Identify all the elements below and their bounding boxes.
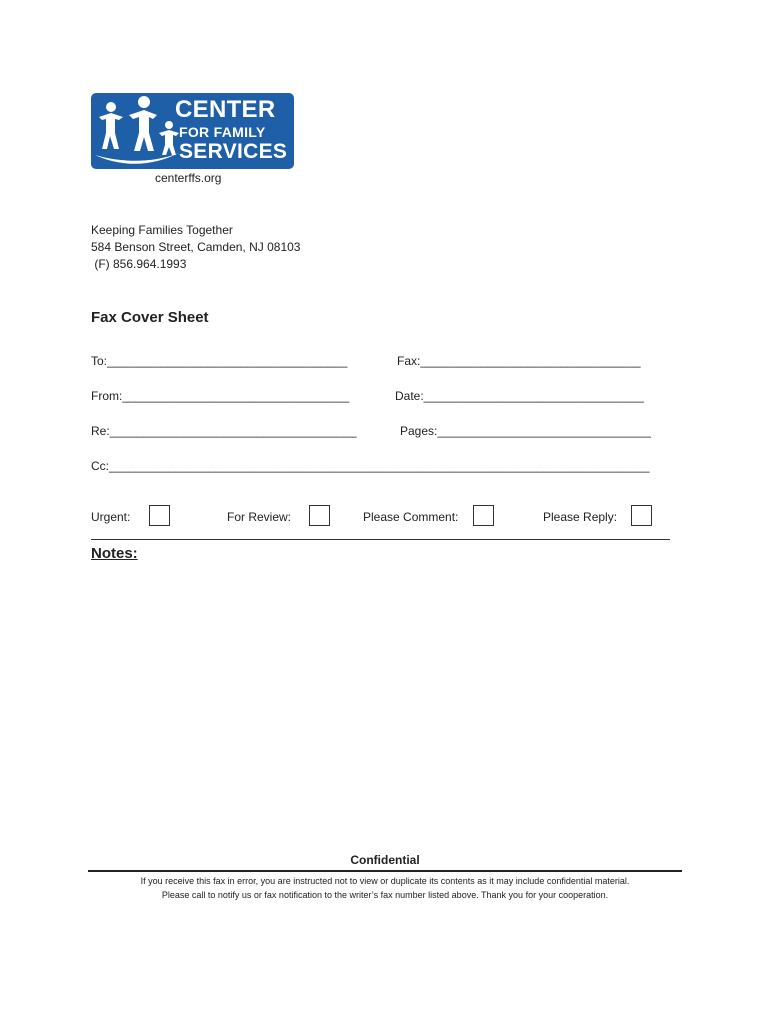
family-figures-icon — [91, 93, 181, 169]
pages-field[interactable]: Pages:________________________________ — [400, 424, 651, 438]
for-review-label: For Review: — [227, 510, 292, 524]
date-field[interactable]: Date:_________________________________ — [395, 389, 644, 403]
page-title: Fax Cover Sheet — [91, 309, 209, 326]
footer-divider — [88, 870, 682, 872]
please-reply-checkbox[interactable] — [631, 505, 652, 526]
to-field[interactable]: To:____________________________________ — [91, 354, 348, 368]
fax-field[interactable]: Fax:_________________________________ — [397, 354, 641, 368]
re-field[interactable]: Re:_____________________________________ — [91, 424, 357, 438]
urgent-label: Urgent: — [91, 510, 131, 524]
please-reply-label: Please Reply: — [543, 510, 618, 524]
organization-logo — [91, 93, 294, 169]
urgent-checkbox[interactable] — [149, 505, 170, 526]
fax-number: (F) 856.964.1993 — [91, 257, 187, 271]
disclaimer-line-1: If you receive this fax in error, you are instructed not to view or duplicate its contents as it may include confidential material. — [140, 876, 630, 886]
cc-field[interactable]: Cc:_________________________________________________________________________________ — [91, 459, 650, 473]
please-comment-checkbox[interactable] — [473, 505, 494, 526]
tagline: Keeping Families Together — [91, 223, 233, 237]
website-url: centerffs.org — [155, 171, 222, 185]
address: 584 Benson Street, Camden, NJ 08103 — [91, 240, 301, 254]
section-divider — [91, 539, 670, 540]
notes-heading: Notes: — [91, 545, 138, 562]
logo-text-services: SERVICES — [179, 140, 288, 163]
disclaimer-line-2: Please call to notify us or fax notification to the writer’s fax number listed above. Thank you for your cooperation. — [161, 890, 609, 900]
logo-text-for-family: FOR FAMILY — [179, 124, 266, 140]
from-field[interactable]: From:__________________________________ — [91, 389, 350, 403]
logo-text-center: CENTER — [175, 96, 276, 123]
confidential-label: Confidential — [350, 853, 420, 867]
for-review-checkbox[interactable] — [309, 505, 330, 526]
please-comment-label: Please Comment: — [363, 510, 459, 524]
